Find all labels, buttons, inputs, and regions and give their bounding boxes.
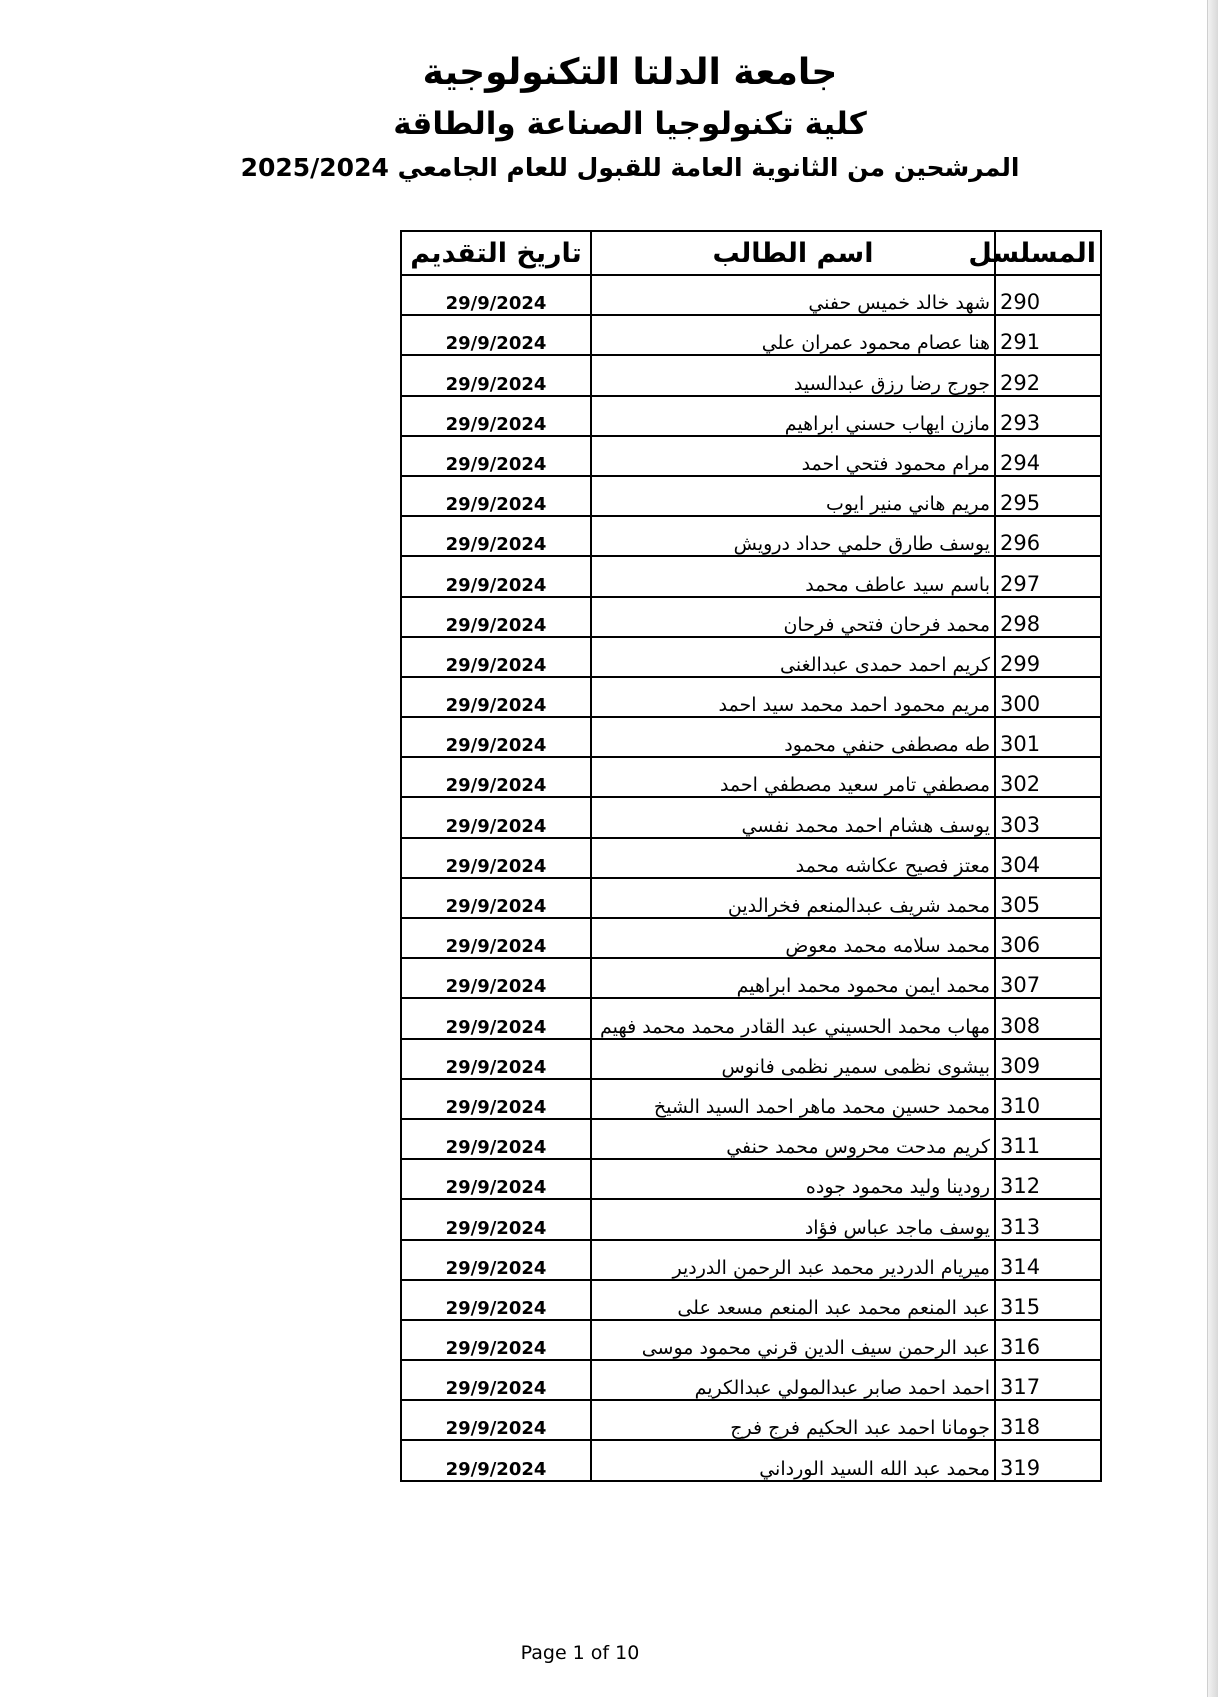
serial-cell: 314 bbox=[995, 1240, 1101, 1280]
column-header-date: تاريخ التقديم bbox=[401, 231, 591, 275]
table-row bbox=[401, 1079, 1101, 1119]
serial-cell: 294 bbox=[995, 436, 1101, 476]
table-row bbox=[401, 838, 1101, 878]
application-date-cell: 29/9/2024 bbox=[401, 677, 591, 717]
table-row bbox=[401, 355, 1101, 395]
table-row bbox=[401, 1360, 1101, 1400]
application-date-cell: 29/9/2024 bbox=[401, 637, 591, 677]
table-row bbox=[401, 998, 1101, 1038]
student-name-cell: محمد عبد الله السيد الورداني bbox=[591, 1440, 995, 1480]
table-row bbox=[401, 1039, 1101, 1079]
faculty-title: كلية تكنولوجيا الصناعة والطاقة bbox=[393, 106, 867, 142]
application-date-cell: 29/9/2024 bbox=[401, 838, 591, 878]
table-row bbox=[401, 1119, 1101, 1159]
serial-cell: 306 bbox=[995, 918, 1101, 958]
student-name-cell: رودينا وليد محمود جوده bbox=[591, 1159, 995, 1199]
table-header-row bbox=[401, 231, 1101, 275]
application-date-cell: 29/9/2024 bbox=[401, 1079, 591, 1119]
serial-cell: 290 bbox=[995, 275, 1101, 315]
serial-cell: 316 bbox=[995, 1320, 1101, 1360]
student-name-cell: محمد سلامه محمد معوض bbox=[591, 918, 995, 958]
student-name-cell: يوسف طارق حلمي حداد درويش bbox=[591, 516, 995, 556]
application-date-cell: 29/9/2024 bbox=[401, 717, 591, 757]
application-date-cell: 29/9/2024 bbox=[401, 275, 591, 315]
serial-cell: 319 bbox=[995, 1440, 1101, 1480]
serial-cell: 302 bbox=[995, 757, 1101, 797]
serial-cell: 310 bbox=[995, 1079, 1101, 1119]
table-row bbox=[401, 958, 1101, 998]
student-name-cell: ميريام الدردير محمد عبد الرحمن الدردير bbox=[591, 1240, 995, 1280]
student-name-cell: مهاب محمد الحسيني عبد القادر محمد محمد فهيم bbox=[591, 998, 995, 1038]
application-date-cell: 29/9/2024 bbox=[401, 1240, 591, 1280]
student-name-cell: بيشوى نظمى سمير نظمى فانوس bbox=[591, 1039, 995, 1079]
candidates-table bbox=[400, 230, 1102, 1482]
serial-cell: 311 bbox=[995, 1119, 1101, 1159]
application-date-cell: 29/9/2024 bbox=[401, 396, 591, 436]
serial-cell: 309 bbox=[995, 1039, 1101, 1079]
student-name-cell: جومانا احمد عبد الحكيم فرج فرج bbox=[591, 1400, 995, 1440]
table-row bbox=[401, 476, 1101, 516]
application-date-cell: 29/9/2024 bbox=[401, 1159, 591, 1199]
table-row bbox=[401, 1400, 1101, 1440]
application-date-cell: 29/9/2024 bbox=[401, 797, 591, 837]
application-date-cell: 29/9/2024 bbox=[401, 757, 591, 797]
application-date-cell: 29/9/2024 bbox=[401, 1119, 591, 1159]
serial-cell: 307 bbox=[995, 958, 1101, 998]
student-name-cell: احمد احمد صابر عبدالمولي عبدالكريم bbox=[591, 1360, 995, 1400]
student-name-cell: مريم هاني منير ايوب bbox=[591, 476, 995, 516]
serial-cell: 315 bbox=[995, 1280, 1101, 1320]
serial-cell: 298 bbox=[995, 597, 1101, 637]
application-date-cell: 29/9/2024 bbox=[401, 1320, 591, 1360]
application-date-cell: 29/9/2024 bbox=[401, 476, 591, 516]
list-subtitle: المرشحين من الثانوية العامة للقبول للعام الجامعي 2025/2024 bbox=[240, 153, 1020, 182]
serial-cell: 317 bbox=[995, 1360, 1101, 1400]
column-header-name: اسم الطالب bbox=[591, 231, 995, 275]
application-date-cell: 29/9/2024 bbox=[401, 918, 591, 958]
student-name-cell: مريم محمود احمد محمد سيد احمد bbox=[591, 677, 995, 717]
student-name-cell: مازن ايهاب حسني ابراهيم bbox=[591, 396, 995, 436]
application-date-cell: 29/9/2024 bbox=[401, 355, 591, 395]
table-row bbox=[401, 878, 1101, 918]
university-title: جامعة الدلتا التكنولوجية bbox=[422, 52, 838, 93]
application-date-cell: 29/9/2024 bbox=[401, 516, 591, 556]
application-date-cell: 29/9/2024 bbox=[401, 958, 591, 998]
application-date-cell: 29/9/2024 bbox=[401, 1440, 591, 1480]
serial-cell: 300 bbox=[995, 677, 1101, 717]
student-name-cell: كريم احمد حمدى عبدالغنى bbox=[591, 637, 995, 677]
serial-cell: 291 bbox=[995, 315, 1101, 355]
application-date-cell: 29/9/2024 bbox=[401, 1400, 591, 1440]
application-date-cell: 29/9/2024 bbox=[401, 315, 591, 355]
student-name-cell: عبد الرحمن سيف الدين قرني محمود موسى bbox=[591, 1320, 995, 1360]
table-row bbox=[401, 516, 1101, 556]
serial-cell: 301 bbox=[995, 717, 1101, 757]
page-edge-shadow bbox=[1207, 0, 1218, 1697]
serial-cell: 304 bbox=[995, 838, 1101, 878]
student-name-cell: محمد شريف عبدالمنعم فخرالدين bbox=[591, 878, 995, 918]
table-row bbox=[401, 637, 1101, 677]
table-row bbox=[401, 1199, 1101, 1239]
application-date-cell: 29/9/2024 bbox=[401, 556, 591, 596]
student-name-cell: محمد فرحان فتحي فرحان bbox=[591, 597, 995, 637]
table-row bbox=[401, 1240, 1101, 1280]
student-name-cell: مرام محمود فتحي احمد bbox=[591, 436, 995, 476]
serial-cell: 303 bbox=[995, 797, 1101, 837]
table-row bbox=[401, 556, 1101, 596]
table-row bbox=[401, 275, 1101, 315]
table-row bbox=[401, 315, 1101, 355]
serial-cell: 312 bbox=[995, 1159, 1101, 1199]
table-row bbox=[401, 1159, 1101, 1199]
application-date-cell: 29/9/2024 bbox=[401, 998, 591, 1038]
application-date-cell: 29/9/2024 bbox=[401, 1360, 591, 1400]
serial-cell: 293 bbox=[995, 396, 1101, 436]
table-row bbox=[401, 1440, 1101, 1480]
table-row bbox=[401, 597, 1101, 637]
table-row bbox=[401, 757, 1101, 797]
student-name-cell: محمد ايمن محمود محمد ابراهيم bbox=[591, 958, 995, 998]
student-name-cell: جورج رضا رزق عبدالسيد bbox=[591, 355, 995, 395]
serial-cell: 296 bbox=[995, 516, 1101, 556]
serial-cell: 299 bbox=[995, 637, 1101, 677]
student-name-cell: عبد المنعم محمد عبد المنعم مسعد على bbox=[591, 1280, 995, 1320]
column-header-serial: المسلسل bbox=[995, 231, 1101, 275]
student-name-cell: معتز فصيح عكاشه محمد bbox=[591, 838, 995, 878]
table-body bbox=[401, 275, 1101, 1481]
application-date-cell: 29/9/2024 bbox=[401, 597, 591, 637]
application-date-cell: 29/9/2024 bbox=[401, 1199, 591, 1239]
table-row bbox=[401, 918, 1101, 958]
application-date-cell: 29/9/2024 bbox=[401, 878, 591, 918]
table-row bbox=[401, 677, 1101, 717]
serial-cell: 305 bbox=[995, 878, 1101, 918]
serial-cell: 295 bbox=[995, 476, 1101, 516]
student-name-cell: هنا عصام محمود عمران علي bbox=[591, 315, 995, 355]
table-row bbox=[401, 717, 1101, 757]
serial-cell: 292 bbox=[995, 355, 1101, 395]
document-header bbox=[240, 46, 1020, 188]
student-name-cell: مصطفي تامر سعيد مصطفي احمد bbox=[591, 757, 995, 797]
serial-cell: 318 bbox=[995, 1400, 1101, 1440]
table-row bbox=[401, 1280, 1101, 1320]
serial-cell: 297 bbox=[995, 556, 1101, 596]
application-date-cell: 29/9/2024 bbox=[401, 1039, 591, 1079]
table-row bbox=[401, 797, 1101, 837]
student-name-cell: يوسف ماجد عباس فؤاد bbox=[591, 1199, 995, 1239]
table-row bbox=[401, 436, 1101, 476]
serial-cell: 308 bbox=[995, 998, 1101, 1038]
student-name-cell: يوسف هشام احمد محمد نفسي bbox=[591, 797, 995, 837]
student-name-cell: كريم مدحت محروس محمد حنفي bbox=[591, 1119, 995, 1159]
serial-cell: 313 bbox=[995, 1199, 1101, 1239]
application-date-cell: 29/9/2024 bbox=[401, 436, 591, 476]
student-name-cell: شهد خالد خميس حفني bbox=[591, 275, 995, 315]
student-name-cell: طه مصطفى حنفي محمود bbox=[591, 717, 995, 757]
table-row bbox=[401, 396, 1101, 436]
page-number: Page 1 of 10 bbox=[520, 1642, 640, 1664]
student-name-cell: محمد حسين محمد ماهر احمد السيد الشيخ bbox=[591, 1079, 995, 1119]
student-name-cell: باسم سيد عاطف محمد bbox=[591, 556, 995, 596]
table-row bbox=[401, 1320, 1101, 1360]
application-date-cell: 29/9/2024 bbox=[401, 1280, 591, 1320]
